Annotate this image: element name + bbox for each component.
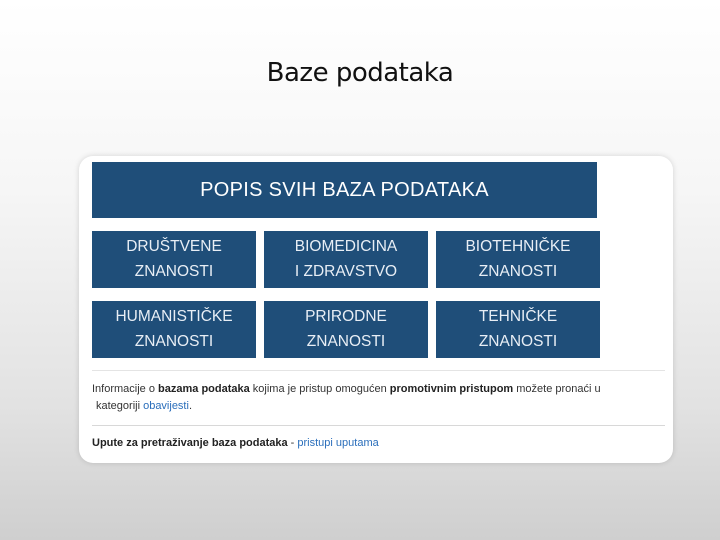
info-text: Informacije o <box>92 383 159 395</box>
guide-link[interactable]: pristupi uputama <box>297 437 379 449</box>
info-bold: promotivnim pristupom <box>389 383 514 395</box>
tile-label: TEHNIČKE ZNANOSTI <box>478 307 558 350</box>
slide-title: Baze podataka <box>266 58 454 88</box>
notices-link[interactable]: obavijesti <box>143 400 189 413</box>
info-text: kategoriji <box>96 400 144 413</box>
database-panel <box>79 156 673 463</box>
tile-label: BIOTEHNIČKE ZNANOSTI <box>465 237 571 280</box>
tile-humanities[interactable] <box>92 301 256 358</box>
tile-label: DRUŠTVENE ZNANOSTI <box>126 237 222 280</box>
tile-natural-sciences[interactable] <box>264 301 428 358</box>
divider <box>92 370 665 371</box>
tile-label: BIOMEDICINA I ZDRAVSTVO <box>294 237 398 280</box>
info-line-1 <box>92 381 662 398</box>
all-databases-button[interactable]: POPIS SVIH BAZA PODATAKA <box>92 162 597 218</box>
promo-access-info <box>92 381 662 415</box>
info-text: kojima je pristup omogućen <box>249 383 390 395</box>
info-line-2 <box>92 398 662 415</box>
guide-label: Upute za pretraživanje baza podataka <box>92 437 288 449</box>
info-text: možete pronaći u <box>513 383 601 395</box>
tile-biotechnical-sciences[interactable] <box>436 231 600 288</box>
divider <box>92 425 665 426</box>
tile-social-sciences[interactable] <box>92 231 256 288</box>
guide-separator: - <box>287 437 298 449</box>
tile-label: HUMANISTIČKE ZNANOSTI <box>115 307 233 350</box>
tile-technical-sciences[interactable] <box>436 301 600 358</box>
search-guide <box>92 437 379 449</box>
tile-label: PRIRODNE ZNANOSTI <box>305 307 387 350</box>
tile-biomedicine[interactable] <box>264 231 428 288</box>
info-text: . <box>188 400 192 413</box>
info-bold: bazama podataka <box>158 383 250 395</box>
